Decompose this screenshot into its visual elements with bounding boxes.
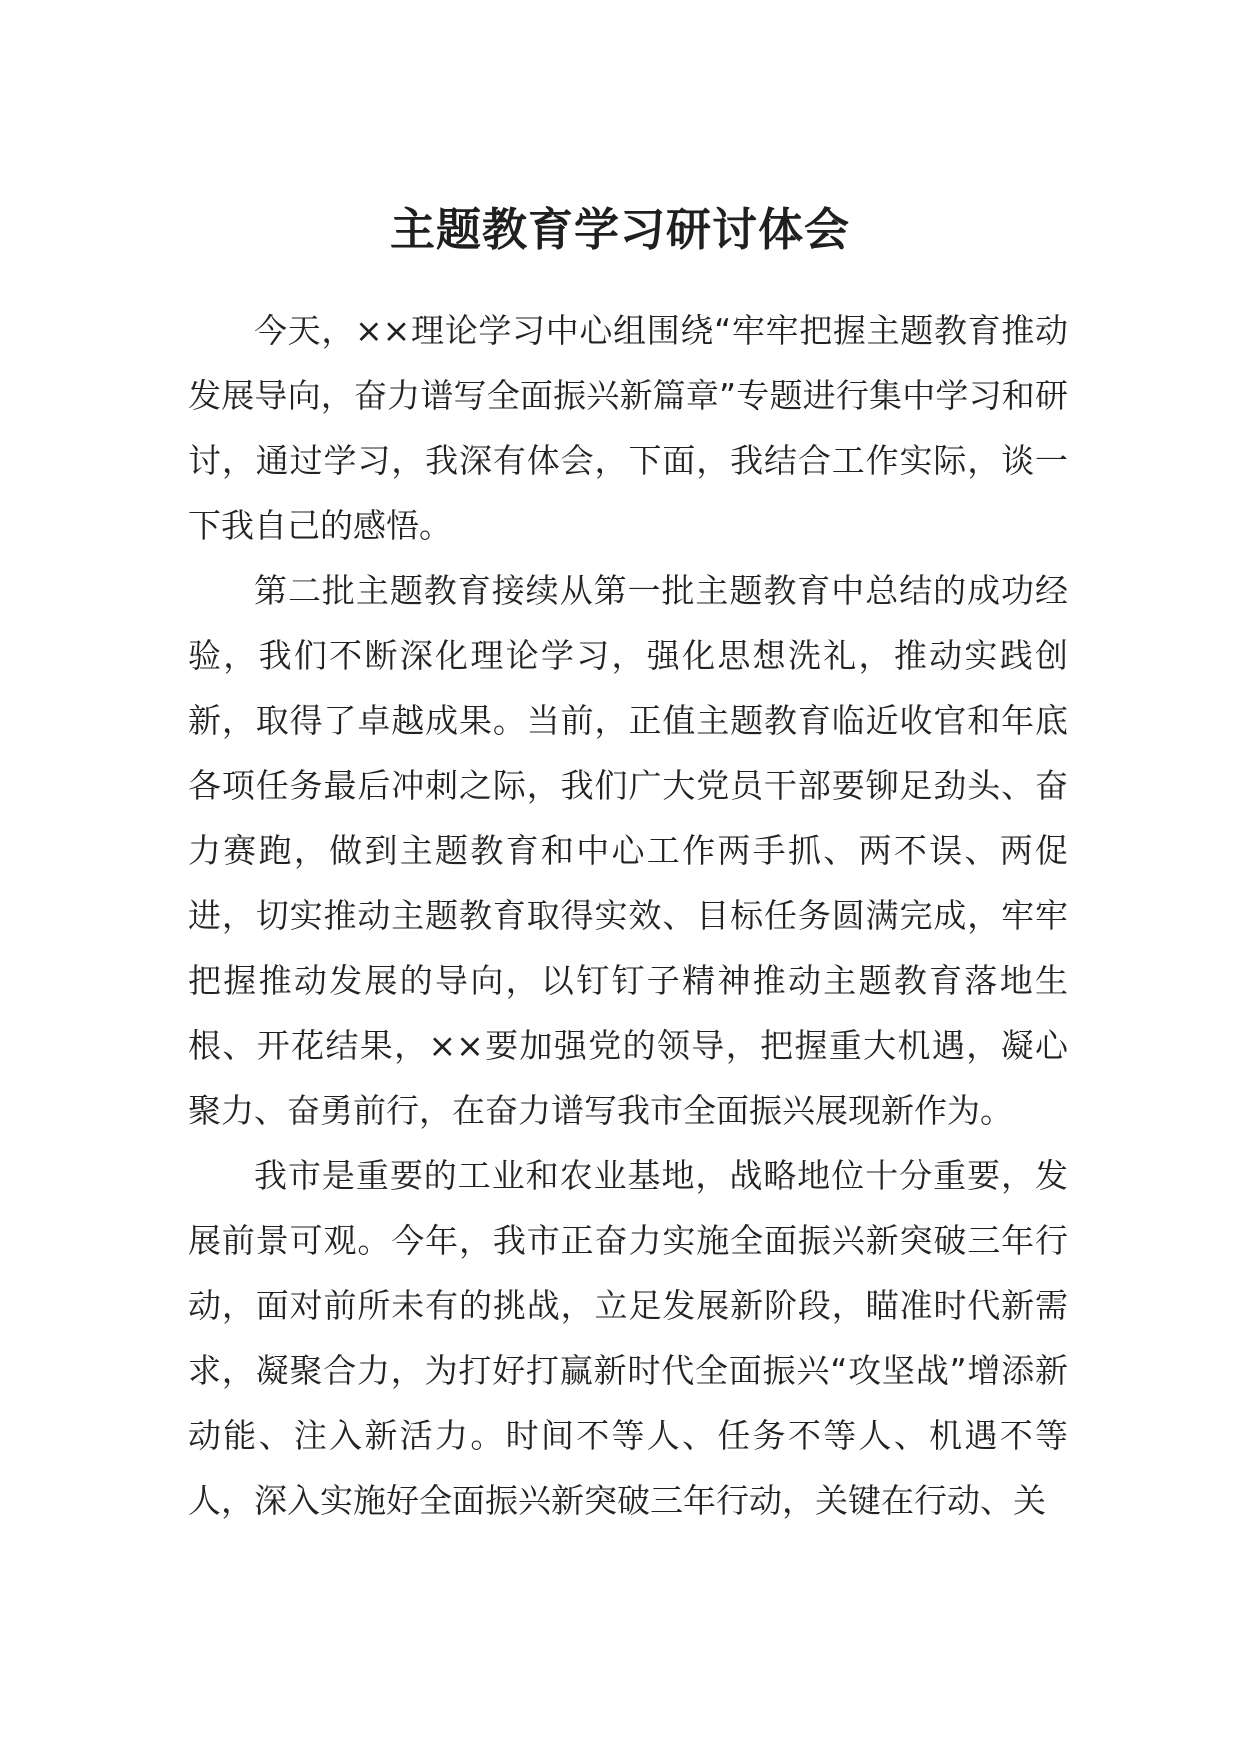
paragraph-1: 今天，××理论学习中心组围绕“牢牢把握主题教育推动发展导向，奋力谱写全面振兴新篇章”专题进行集中学习和研讨，通过学习，我深有体会，下面，我结合工作实际，谈一下我自己的感悟。 xyxy=(188,311,1068,545)
document-title: 主题教育学习研讨体会 xyxy=(389,203,850,256)
paragraph-3: 我市是重要的工业和农业基地，战略地位十分重要，发展前景可观。今年，我市正奋力实施全面振兴新突破三年行动，面对前所未有的挑战，立足发展新阶段，瞄准时代新需求，凝聚合力，为打好打赢新时代全面振兴“攻坚战”增添新动能、注入新活力。时间不等人、任务不等人、机遇不等人，深入实施好全面振兴新突破三年行动，关键在行动、关 xyxy=(188,1156,1068,1520)
paragraph-2: 第二批主题教育接续从第一批主题教育中总结的成功经验，我们不断深化理论学习，强化思想洗礼，推动实践创新，取得了卓越成果。当前，正值主题教育临近收官和年底各项任务最后冲刺之际，我们广大党员干部要铆足劲头、奋力赛跑，做到主题教育和中心工作两手抓、两不误、两促进，切实推动主题教育取得实效、目标任务圆满完成，牢牢把握推动发展的导向，以钉钉子精神推动主题教育落地生根、开花结果，××要加强党的领导，把握重大机遇，凝心聚力、奋勇前行，在奋力谱写我市全面振兴展现新作为。 xyxy=(188,571,1068,1130)
document-body xyxy=(188,298,1068,1533)
